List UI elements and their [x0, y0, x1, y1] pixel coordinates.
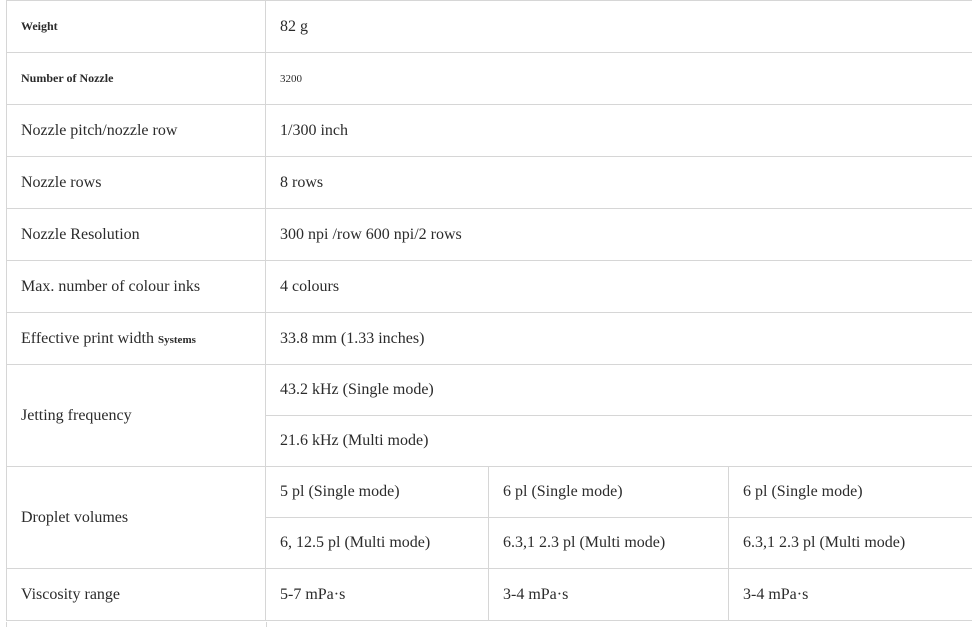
print-width-label-suffix: Systems: [158, 333, 196, 346]
table-row-droplet-single: [7, 467, 972, 518]
print-width-label: [7, 313, 266, 365]
nozzle-pitch-value: 1/300 inch: [266, 105, 972, 157]
colour-inks-value: 4 colours: [266, 261, 972, 313]
table-row-jetting-single: [7, 365, 972, 416]
weight-label: Weight: [7, 1, 266, 53]
nozzle-count-label: Number of Nozzle: [7, 53, 266, 105]
spec-table: [6, 0, 972, 621]
print-width-value: 33.8 mm (1.33 inches): [266, 313, 972, 365]
droplet-multi-2: 6.3,1 2.3 pl (Multi mode): [489, 518, 729, 569]
droplet-multi-1: 6, 12.5 pl (Multi mode): [266, 518, 489, 569]
droplet-single-3: 6 pl (Single mode): [729, 467, 972, 518]
jetting-multi-value: 21.6 kHz (Multi mode): [266, 416, 972, 467]
viscosity-value-2: 3-4 mPa·s: [489, 569, 729, 621]
droplet-single-2: 6 pl (Single mode): [489, 467, 729, 518]
jetting-frequency-label: Jetting frequency: [7, 365, 266, 467]
nozzle-resolution-label: Nozzle Resolution: [7, 209, 266, 261]
nozzle-rows-value: 8 rows: [266, 157, 972, 209]
table-row-print-width: [7, 313, 972, 365]
table-continuation: [6, 622, 972, 627]
colour-inks-label: Max. number of colour inks: [7, 261, 266, 313]
droplet-multi-3: 6.3,1 2.3 pl (Multi mode): [729, 518, 972, 569]
nozzle-rows-label: Nozzle rows: [7, 157, 266, 209]
table-row-viscosity: [7, 569, 972, 621]
jetting-single-value: 43.2 kHz (Single mode): [266, 365, 972, 416]
table-row-weight: [7, 1, 972, 53]
viscosity-label: Viscosity range: [7, 569, 266, 621]
droplet-volumes-label: Droplet volumes: [7, 467, 266, 569]
weight-value: 82 g: [266, 1, 972, 53]
table-row-nozzle-rows: [7, 157, 972, 209]
droplet-single-1: 5 pl (Single mode): [266, 467, 489, 518]
table-row-colour-inks: [7, 261, 972, 313]
viscosity-value-3: 3-4 mPa·s: [729, 569, 972, 621]
nozzle-count-value: 3200: [266, 53, 972, 105]
nozzle-resolution-value: 300 npi /row 600 npi/2 rows: [266, 209, 972, 261]
table-row-nozzle-count: [7, 53, 972, 105]
viscosity-value-1: 5-7 mPa·s: [266, 569, 489, 621]
nozzle-pitch-label: Nozzle pitch/nozzle row: [7, 105, 266, 157]
table-continuation-divider: [266, 622, 267, 627]
print-width-label-text: Effective print width: [21, 329, 154, 347]
table-row-nozzle-pitch: [7, 105, 972, 157]
table-row-nozzle-resolution: [7, 209, 972, 261]
